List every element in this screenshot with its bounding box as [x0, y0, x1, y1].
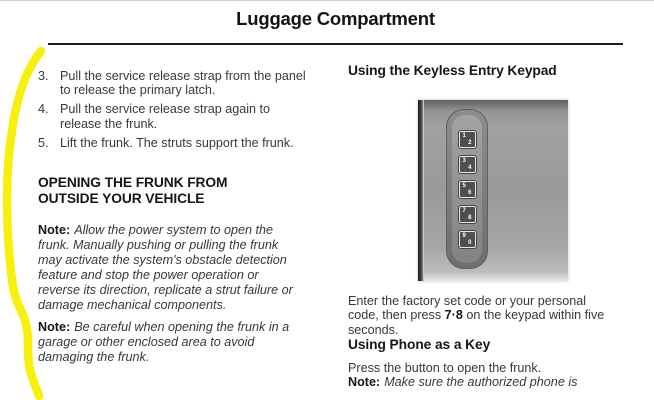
right-column: [348, 63, 625, 390]
section-heading-keypad: Using the Keyless Entry Keypad: [348, 63, 557, 78]
keypad-image: [418, 100, 568, 281]
list-item: [38, 69, 330, 97]
page-header: [48, 1, 623, 30]
note-text: Be careful when opening the frunk in a garage or other enclosed area to avoid damaging the frunk.: [38, 320, 290, 365]
note-paragraph: [38, 320, 302, 365]
numbered-steps: [38, 69, 330, 150]
list-item-text: Lift the frunk. The struts support the frunk.: [60, 135, 294, 150]
keypad-digit: 1: [462, 132, 466, 139]
phone-key-paragraph: Press the button to open the frunk.: [348, 360, 542, 375]
note-text: Allow the power system to open the frunk. Manually pushing or pulling the frunk may activate the system's obstacle detection feature and stop the power operation or reverse its direction, replicate a strut failure or damage mechanical components.: [38, 223, 293, 313]
list-item: [38, 102, 330, 130]
note-label: Note:: [38, 223, 71, 238]
note-label: Note:: [38, 320, 71, 335]
keypad-digit: 2: [468, 139, 472, 146]
left-column: [38, 63, 330, 365]
keypad-digit: 0: [468, 239, 472, 246]
list-item-number: 4.: [38, 102, 49, 117]
title-divider: [48, 43, 623, 45]
list-item-text: Pull the service release strap from the panel to release the primary latch.: [60, 69, 306, 98]
page-title: Luggage Compartment: [236, 8, 435, 29]
list-item-number: 5.: [38, 135, 49, 150]
keypad-digit: 7: [462, 207, 466, 214]
section-heading-phone-key: Using Phone as a Key: [348, 337, 491, 353]
enter-code-paragraph: [348, 294, 618, 338]
keypad-code-bold: 7·8: [444, 308, 463, 323]
keypad-digit: 6: [468, 189, 472, 196]
note-paragraph-cutoff: [348, 375, 618, 390]
list-item: [38, 136, 330, 150]
note-label: Note:: [348, 375, 381, 390]
list-item-number: 3.: [38, 69, 49, 83]
keypad-digit: 4: [468, 164, 472, 171]
keypad-digit: 9: [462, 232, 466, 239]
list-item-text: Pull the service release strap again to release the frunk.: [60, 102, 271, 131]
keypad-button-3-4: [459, 156, 476, 173]
keypad-digit: 5: [462, 182, 466, 189]
keypad-button-5-6: [459, 181, 476, 198]
keypad-button-9-0: [459, 231, 476, 248]
note-paragraph: [38, 223, 302, 313]
keypad-digit: 8: [468, 214, 472, 221]
keypad-digit: 3: [462, 157, 466, 164]
keypad-button-1-2: [459, 131, 476, 148]
keypad-button-7-8: [459, 206, 476, 223]
paragraph-text: Enter the factory set code or your personal code, then press: [348, 293, 587, 323]
keypad-buttons-column: [452, 115, 482, 263]
paragraph-text: on the keypad within five seconds.: [348, 308, 605, 337]
door-pillar-trim: [418, 100, 424, 281]
keypad-bezel: [446, 109, 488, 269]
section-heading-opening-frunk: OPENING THE FRUNK FROM OUTSIDE YOUR VEHICLE: [38, 175, 228, 206]
note-text: Make sure the authorized phone is: [384, 375, 578, 390]
